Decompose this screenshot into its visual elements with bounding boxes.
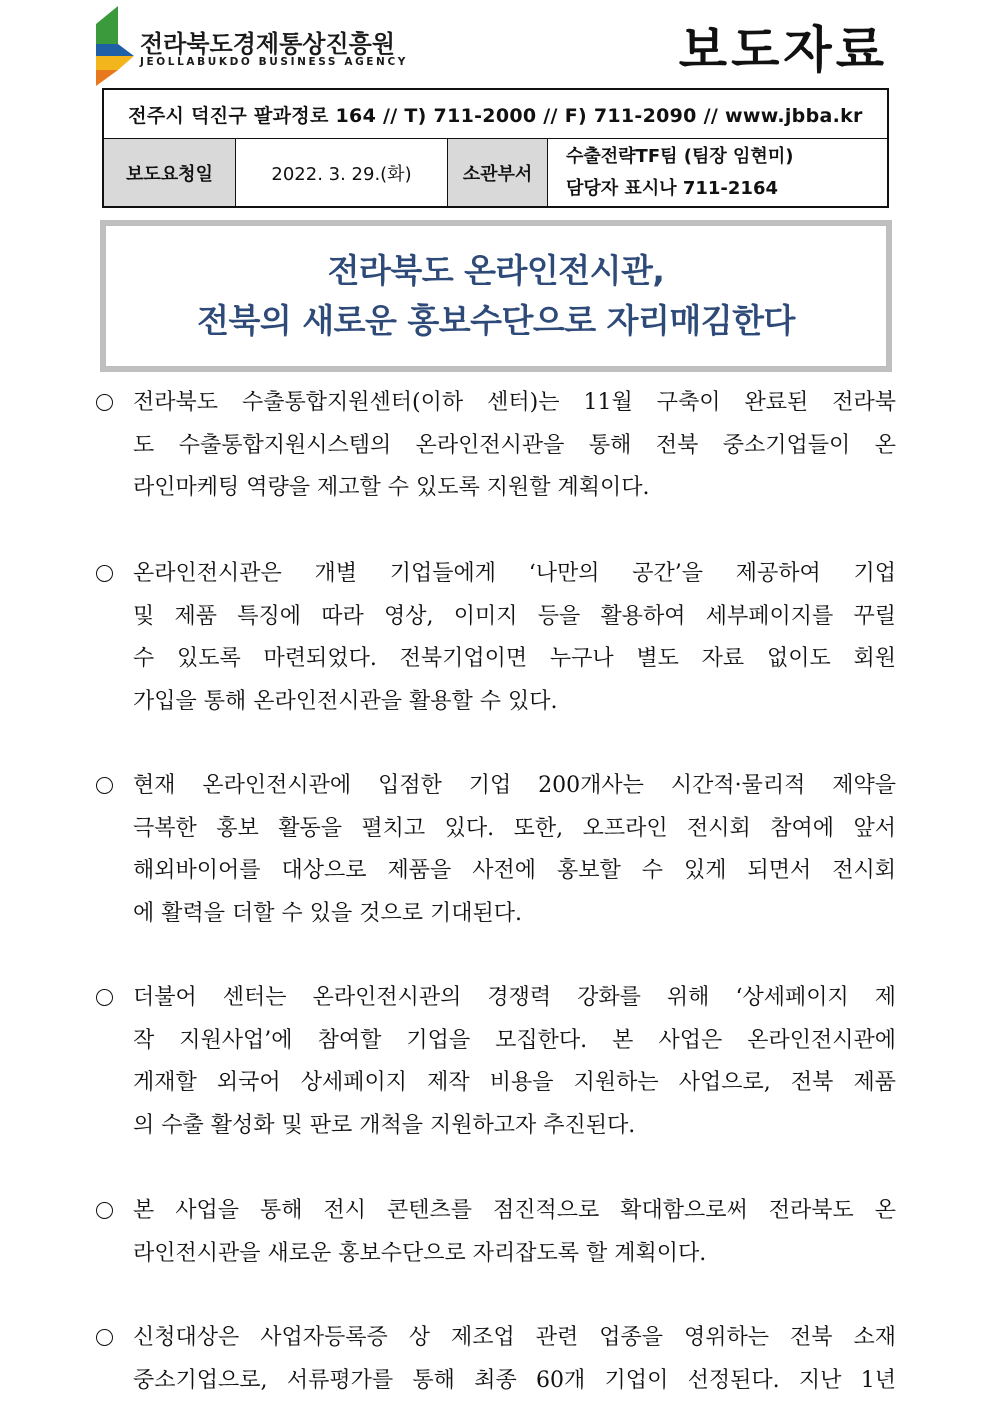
text-line: 더불어 센터는 온라인전시관의 경쟁력 강화를 위해 ‘상세페이지 제	[133, 985, 896, 1010]
doc-type-title: 보도자료	[678, 21, 888, 79]
text-line: 신청대상은 사업자등록증 상 제조업 관련 업종을 영위하는 전북 소재	[133, 1325, 896, 1350]
agency-logo	[94, 4, 408, 88]
circle-bullet-icon	[96, 777, 113, 794]
department: 수출전략TF팀 (팀장 임현미)	[566, 145, 794, 167]
logo-name-en: JEOLLABUKDO BUSINESS AGENCY	[140, 56, 408, 68]
headline-line-2: 전북의 새로운 홍보수단으로 자리매김한다	[197, 301, 795, 340]
circle-bullet-icon	[96, 989, 113, 1006]
text-line: 라인마케팅 역량을 제고할 수 있도록 지원할 계획이다.	[133, 475, 650, 500]
text-line: 극복한 홍보 활동을 펼치고 있다. 또한, 오프라인 전시회 참여에 앞서	[133, 815, 896, 841]
paragraph-body	[133, 1317, 896, 1402]
logo-name-kr: 전라북도경제통상진흥원	[140, 30, 396, 58]
text-line: 현재 온라인전시관에 입점한 기업 200개사는 시간적·물리적 제약을	[133, 773, 896, 798]
text-line: 라인전시관을 새로운 홍보수단으로 자리잡도록 할 계획이다.	[133, 1240, 707, 1266]
paragraph-body	[133, 553, 896, 723]
headline-line-1: 전라북도 온라인전시관,	[327, 251, 665, 290]
text-line: 가입을 통해 온라인전시관을 활용할 수 있다.	[133, 688, 558, 714]
agency-emblem-icon	[94, 4, 138, 88]
info-row	[104, 139, 887, 206]
info-table	[102, 88, 889, 208]
request-date-label: 보도요청일	[104, 139, 236, 206]
paragraph-body	[133, 765, 896, 935]
text-line: 에 활력을 더할 수 있을 것으로 기대된다.	[133, 900, 522, 926]
text-line: 전라북도 수출통합지원센터(이하 센터)는 11월 구축이 완료된 전라북	[133, 390, 896, 415]
paragraph-body	[133, 977, 896, 1147]
text-line: 중소기업으로, 서류평가를 통해 최종 60개 기업이 선정된다. 지난 1년	[133, 1367, 896, 1393]
department-label: 소관부서	[448, 139, 548, 206]
request-date: 2022. 3. 29.(화)	[236, 139, 448, 206]
text-line: 의 수출 활성화 및 판로 개척을 지원하고자 추진된다.	[133, 1112, 636, 1138]
text-line: 게재할 외국어 상세페이지 제작 비용을 지원하는 사업으로, 전북 제품	[133, 1070, 896, 1095]
text-line: 온라인전시관은 개별 기업들에게 ‘나만의 공간’을 제공하여 기업	[133, 561, 896, 586]
text-line: 수 있도록 마련되었다. 전북기업이면 누구나 별도 자료 없이도 회원	[133, 646, 896, 671]
text-line: 해외바이어를 대상으로 제품을 사전에 홍보할 수 있게 되면서 전시회	[133, 858, 896, 883]
text-line: 작 지원사업’에 참여할 기업을 모집한다. 본 사업은 온라인전시관에	[133, 1027, 896, 1053]
contact-line: 전주시 덕진구 팔과정로 164 // T) 711-2000 // F) 711-2090 // www.jbba.kr	[104, 90, 887, 139]
headline-box	[100, 220, 892, 372]
text-line: 및 제품 특징에 따라 영상, 이미지 등을 활용하여 세부페이지를 꾸릴	[133, 603, 896, 629]
paragraph-body	[133, 382, 896, 510]
paragraph-body	[133, 1190, 896, 1275]
text-line: 도 수출통합지원시스템의 온라인전시관을 통해 전북 중소기업들이 온	[133, 432, 896, 458]
text-line: 본 사업을 통해 전시 콘텐츠를 점진적으로 확대함으로써 전라북도 온	[133, 1198, 896, 1223]
circle-bullet-icon	[96, 1202, 113, 1219]
circle-bullet-icon	[96, 565, 113, 582]
circle-bullet-icon	[96, 1329, 113, 1346]
circle-bullet-icon	[96, 394, 113, 411]
contact-person: 담당자 표시나 711-2164	[566, 177, 779, 199]
department-cell	[548, 139, 887, 206]
